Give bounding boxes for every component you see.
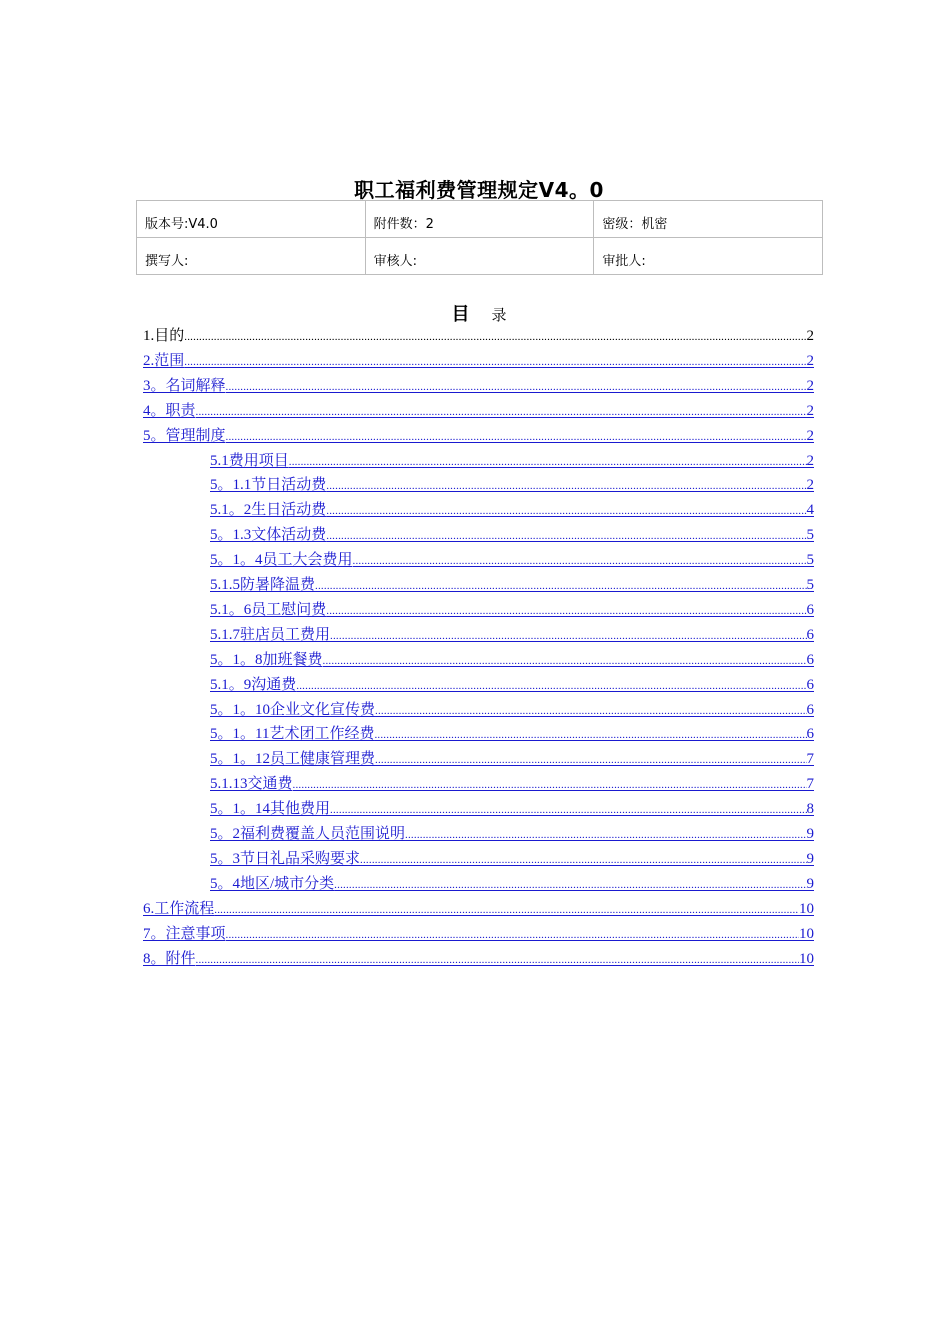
toc-entry-page-number: 5 <box>806 552 814 569</box>
toc-entry-page-number: 2 <box>806 402 814 419</box>
meta-row <box>137 238 823 275</box>
toc-leader-dots <box>330 797 806 823</box>
attachments-cell: 附件数：2 <box>365 201 594 238</box>
approver-cell: 审批人: <box>594 238 823 275</box>
toc-heading <box>0 300 950 326</box>
toc-leader-dots <box>375 747 806 773</box>
toc-entry-label: 5。1。11艺术团工作经费 <box>210 726 375 743</box>
toc-entry-label: 5。1.3文体活动费 <box>210 527 327 544</box>
toc-entry[interactable] <box>210 473 814 498</box>
reviewer-cell: 审核人: <box>365 238 594 275</box>
toc-leader-dots <box>330 623 806 649</box>
toc-entry-label: 5.1。2生日活动费 <box>210 502 327 519</box>
toc-entry[interactable] <box>210 747 814 772</box>
toc-leader-dots <box>326 498 806 524</box>
toc-leader-dots <box>374 722 806 748</box>
toc-entry-page-number: 5 <box>806 577 814 593</box>
toc-leader-dots <box>226 374 807 400</box>
toc-entry-label: 5.1。6员工慰问费 <box>210 601 327 618</box>
toc-entry-label: 5。管理制度 <box>143 427 226 444</box>
toc-leader-dots <box>326 523 806 549</box>
toc-leader-dots <box>226 424 807 450</box>
toc-entry[interactable] <box>210 822 814 847</box>
version-cell: 版本号:V4.0 <box>137 201 366 238</box>
toc-entry-label: 4。职责 <box>143 402 196 419</box>
toc-entry-page-number: 2 <box>806 427 814 444</box>
toc-leader-dots <box>226 922 799 948</box>
toc-entry-label: 5。1。4员工大会费用 <box>210 552 353 569</box>
toc-entry[interactable] <box>143 399 814 424</box>
toc-entry[interactable] <box>210 449 814 474</box>
toc-entry-label: 5。3节日礼品采购要求 <box>210 850 361 867</box>
toc-entry[interactable] <box>210 573 814 598</box>
toc-entry[interactable] <box>210 772 814 797</box>
toc-entry-page-number: 2 <box>806 477 814 494</box>
toc-entry <box>143 324 814 349</box>
toc-entry-page-number: 6 <box>806 601 814 618</box>
toc-entry-label: 5。2福利费覆盖人员范围说明 <box>210 826 406 842</box>
toc-leader-dots <box>360 847 806 873</box>
toc-entry-page-number: 9 <box>806 826 814 842</box>
toc-leader-dots <box>196 399 807 425</box>
toc-heading-part: 录 <box>491 306 507 324</box>
toc-leader-dots <box>405 822 806 848</box>
confidentiality-cell: 密级：机密 <box>594 201 823 238</box>
toc-entry-label: 5。1。14其他费用 <box>210 801 331 818</box>
toc-entry-label: 5。4地区/城市分类 <box>210 875 335 892</box>
toc-entry-label: 5.1.13交通费 <box>210 776 293 793</box>
toc-entry-page-number: 6 <box>806 676 814 693</box>
toc-leader-dots <box>323 648 807 674</box>
toc-leader-dots <box>214 897 799 923</box>
toc-entry-page-number: 7 <box>806 751 814 768</box>
toc-entry-label: 6.工作流程 <box>143 900 215 917</box>
toc-entry[interactable] <box>210 698 814 723</box>
meta-row <box>137 201 823 238</box>
toc-entry[interactable] <box>210 498 814 523</box>
toc-entry[interactable] <box>210 722 814 747</box>
toc-entry[interactable] <box>210 523 814 548</box>
toc-leader-dots <box>196 947 799 973</box>
toc-leader-dots <box>296 673 806 699</box>
toc-entry-label: 8。附件 <box>143 950 196 967</box>
toc-entry[interactable] <box>143 947 814 972</box>
toc-entry-label: 5.1.7驻店员工费用 <box>210 626 331 643</box>
toc-entry-label: 1.目的 <box>143 328 185 344</box>
toc-leader-dots <box>184 349 806 375</box>
toc-leader-dots <box>334 872 806 898</box>
toc-entry-label: 7。注意事项 <box>143 925 226 942</box>
toc-entry[interactable] <box>210 548 814 573</box>
toc-entry[interactable] <box>143 897 814 922</box>
toc-leader-dots <box>315 573 806 599</box>
toc-entry[interactable] <box>210 872 814 897</box>
toc-entry[interactable] <box>210 648 814 673</box>
toc-entry-page-number: 2 <box>806 377 814 394</box>
toc-entry[interactable] <box>143 922 814 947</box>
toc-entry-page-number: 8 <box>806 801 814 818</box>
toc-leader-dots <box>326 598 806 624</box>
toc-entry-page-number: 6 <box>806 626 814 643</box>
toc-entry[interactable] <box>143 374 814 399</box>
toc-entry-page-number: 10 <box>799 925 814 942</box>
document-meta-table <box>136 200 823 275</box>
toc-leader-dots <box>293 772 807 798</box>
toc-entry-label: 5.1费用项目 <box>210 452 289 469</box>
toc-leader-dots <box>184 324 806 350</box>
toc-leader-dots <box>289 449 807 475</box>
toc-entry-page-number: 10 <box>799 900 814 917</box>
toc-entry-page-number: 4 <box>806 502 814 519</box>
toc-entry[interactable] <box>210 847 814 872</box>
toc-entry-label: 5。1。10企业文化宣传费 <box>210 701 376 718</box>
toc-entry[interactable] <box>210 623 814 648</box>
toc-entry-label: 2.范围 <box>143 352 185 369</box>
toc-entry-page-number: 9 <box>806 875 814 892</box>
toc-leader-dots <box>326 473 806 499</box>
toc-entry-page-number: 10 <box>799 950 814 967</box>
toc-leader-dots <box>353 548 807 574</box>
toc-entry-page-number: 6 <box>806 726 814 743</box>
document-title: 职工福利费管理规定V4。0 <box>354 178 604 202</box>
toc-heading-part: 目 <box>451 304 470 325</box>
toc-leader-dots <box>375 698 806 724</box>
toc-entry-page-number: 2 <box>806 452 814 469</box>
toc-entry[interactable] <box>210 598 814 623</box>
toc-entry-label: 5。1。12员工健康管理费 <box>210 751 376 768</box>
toc-entry[interactable] <box>210 797 814 822</box>
toc-entry-label: 5。1。8加班餐费 <box>210 651 323 668</box>
author-cell: 撰写人: <box>137 238 366 275</box>
toc-entry-page-number: 2 <box>806 352 814 369</box>
toc-entry-label: 5.1。9沟通费 <box>210 676 297 693</box>
toc-entry-page-number: 2 <box>806 328 814 344</box>
toc-entry-page-number: 6 <box>806 651 814 668</box>
toc-entry-page-number: 6 <box>806 701 814 718</box>
toc-entry-label: 5.1.5防暑降温费 <box>210 577 316 593</box>
toc-entry-page-number: 5 <box>806 527 814 544</box>
toc-entry[interactable] <box>143 349 814 374</box>
toc-entry-label: 3。名词解释 <box>143 377 226 394</box>
toc-entry-label: 5。1.1节日活动费 <box>210 477 327 494</box>
toc-entry-page-number: 7 <box>806 776 814 793</box>
toc-entry[interactable] <box>143 424 814 449</box>
toc-entry[interactable] <box>210 673 814 698</box>
toc-entry-page-number: 9 <box>806 850 814 867</box>
